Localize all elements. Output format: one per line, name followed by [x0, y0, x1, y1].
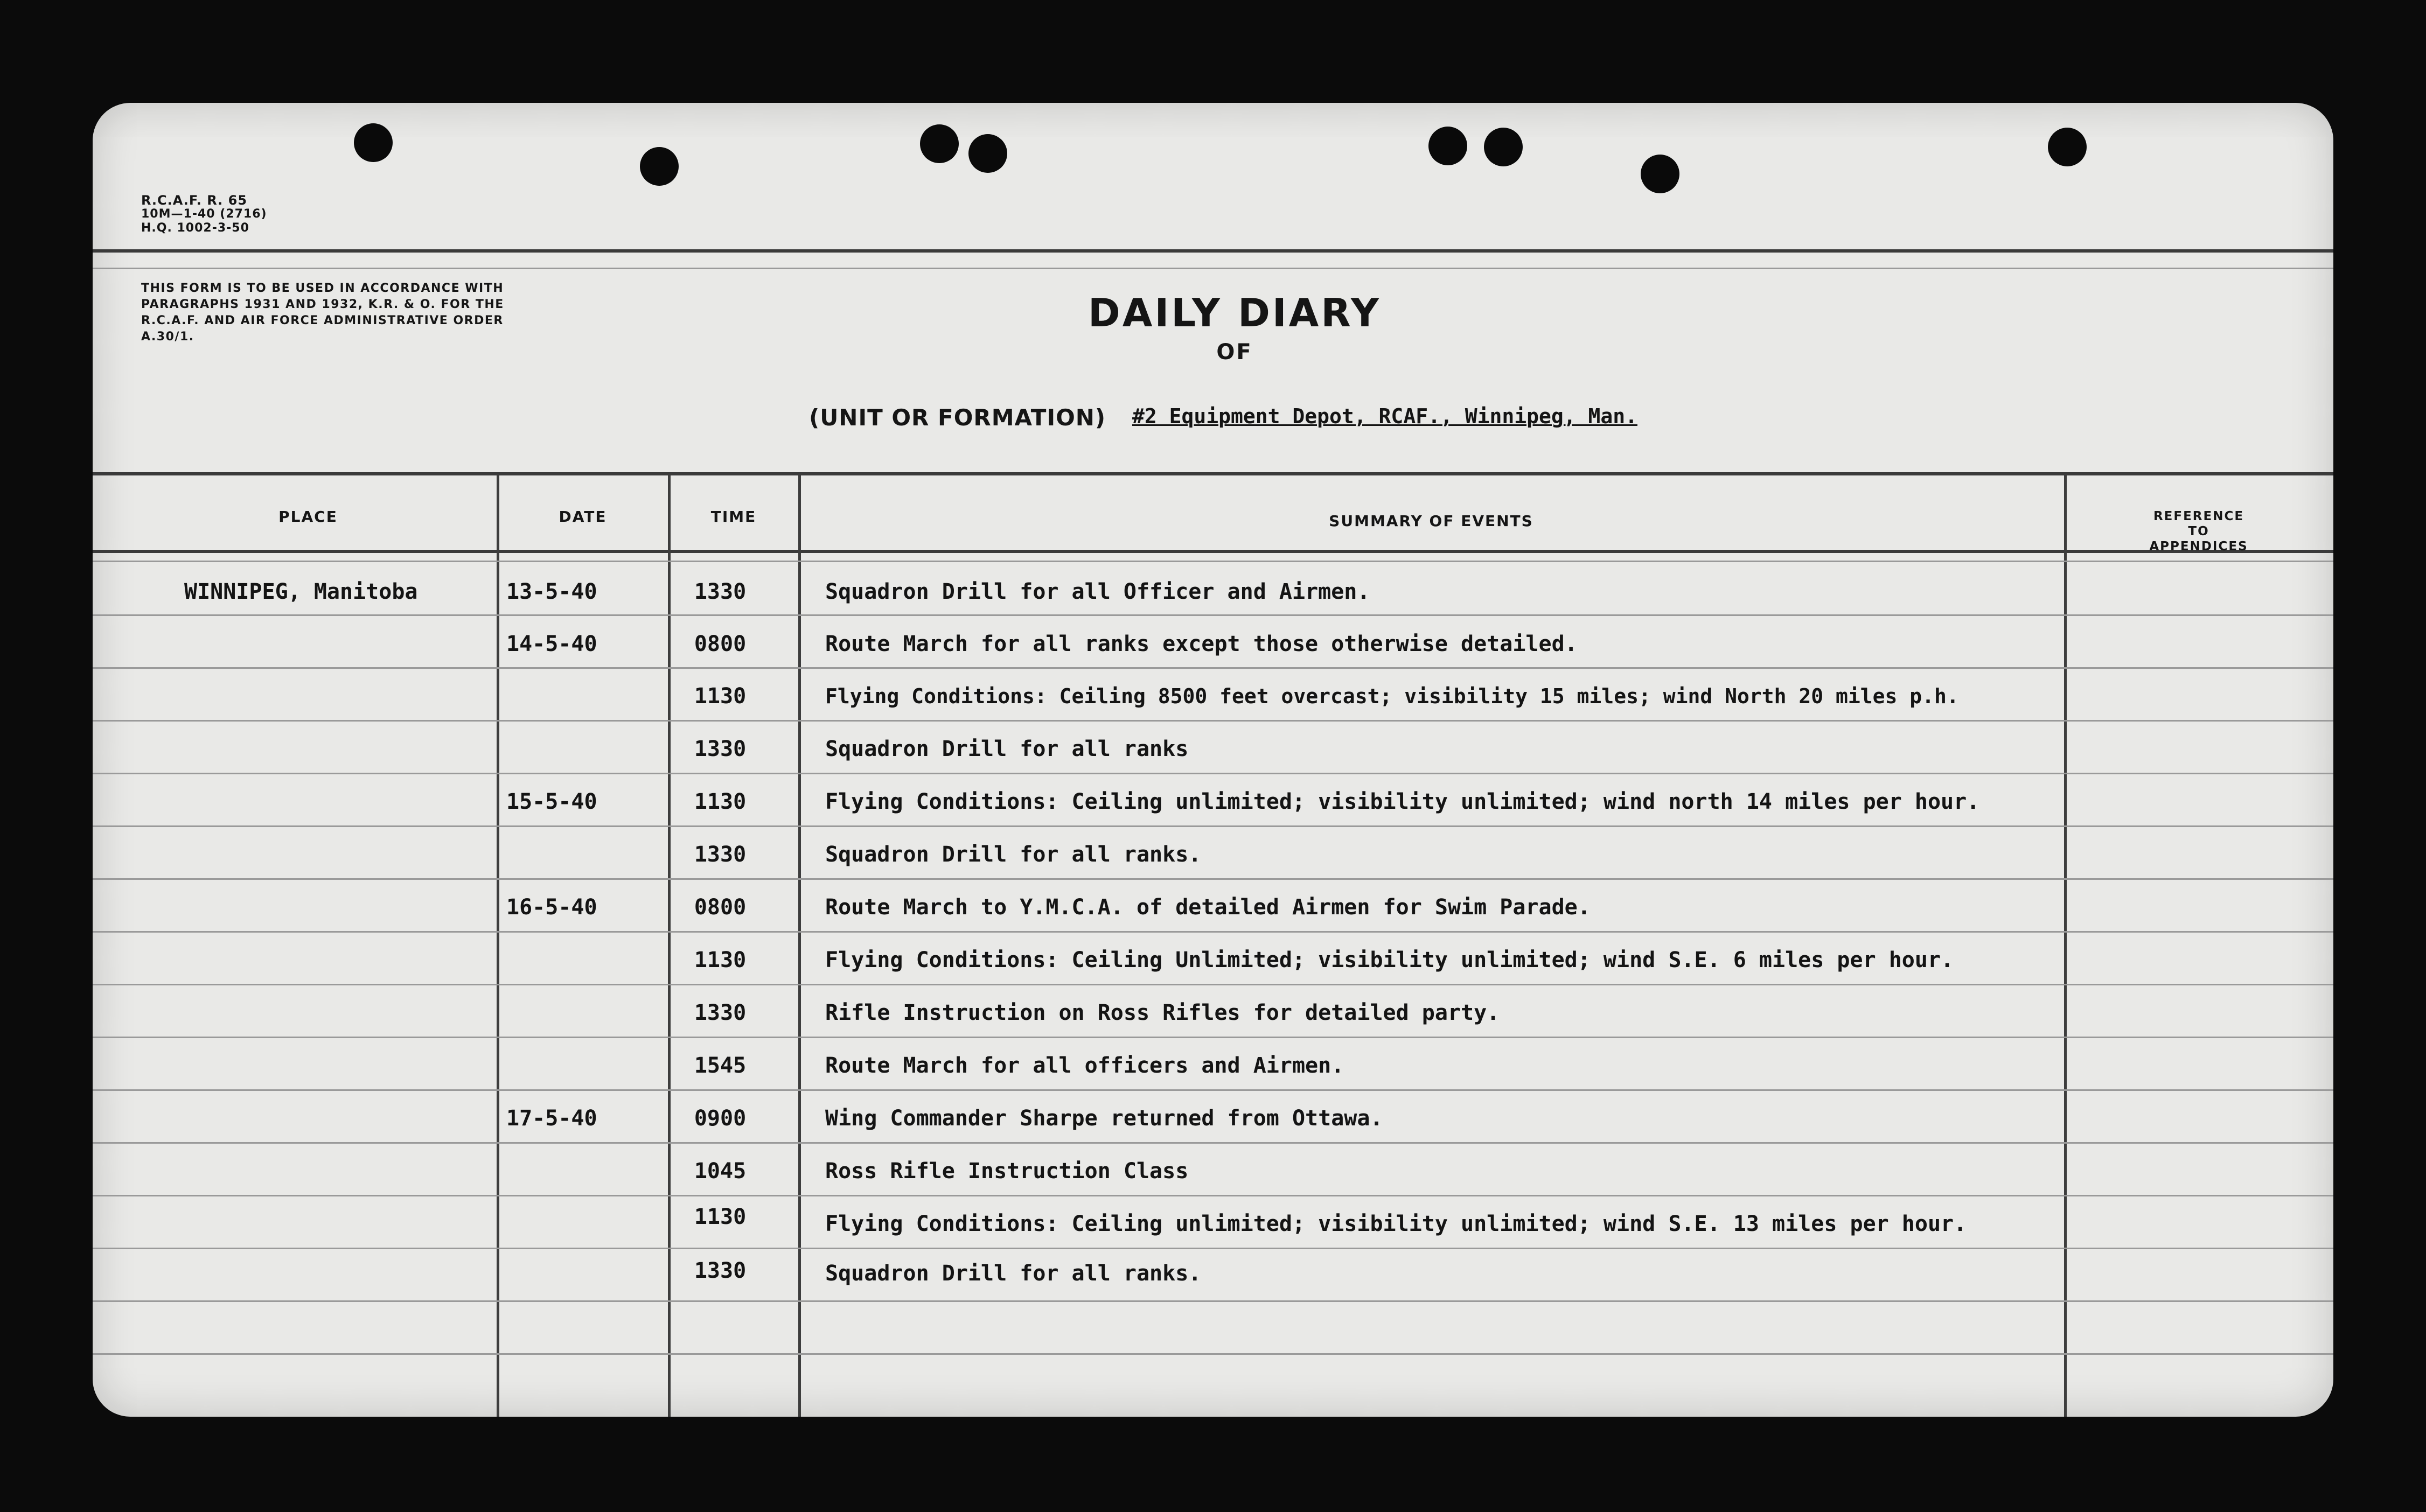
row-time: 1130 [694, 684, 747, 709]
row-time: 1130 [694, 1205, 747, 1229]
punch-hole [1641, 155, 1679, 193]
header-rule [93, 249, 2333, 253]
row-rule [93, 1248, 2333, 1249]
row-time: 1330 [694, 1000, 747, 1025]
row-summary: Flying Conditions: Ceiling unlimited; visibility unlimited; wind north 14 miles per hour. [825, 789, 1980, 814]
reference-header-line: APPENDICES [2149, 540, 2248, 554]
unit-value: #2 Equipment Depot, RCAF., Winnipeg, Man. [1132, 404, 1637, 428]
row-summary: Squadron Drill for all ranks. [825, 1261, 1202, 1286]
row-rule [93, 1089, 2333, 1091]
diary-form-sheet [93, 103, 2333, 1417]
row-time: 1330 [694, 579, 747, 604]
row-time: 1045 [694, 1159, 747, 1184]
row-time: 1330 [694, 842, 747, 867]
row-time: 0800 [694, 895, 747, 920]
row-summary: Flying Conditions: Ceiling unlimited; visibility unlimited; wind S.E. 13 miles per hour. [825, 1212, 1967, 1236]
form-instructions: THIS FORM IS TO BE USED IN ACCORDANCE WITH PARAGRAPHS 1931 AND 1932, K.R. & O. FOR THE R.C.A.F. AND AIR FORCE ADMINISTRATIVE ORDER A.30/1. [141, 282, 504, 344]
row-rule [93, 1300, 2333, 1302]
punch-hole [1428, 127, 1467, 165]
reference-header-line: TO [2188, 524, 2209, 538]
column-header-time: TIME [710, 508, 757, 526]
row-rule [93, 614, 2333, 616]
row-date: 15-5-40 [506, 789, 597, 814]
row-rule [93, 878, 2333, 880]
punch-hole [1484, 128, 1523, 166]
unit-label: (UNIT OR FORMATION) [809, 404, 1106, 431]
row-summary: Route March for all officers and Airmen. [825, 1053, 1344, 1078]
row-time: 1545 [694, 1053, 747, 1078]
row-summary: Route March for all ranks except those otherwise detailed. [825, 632, 1578, 656]
row-rule [93, 720, 2333, 722]
row-rule [93, 1353, 2333, 1355]
row-time: 1330 [694, 1258, 747, 1283]
row-summary: Squadron Drill for all Officer and Airmen. [825, 579, 1370, 604]
form-code-line: 10M—1-40 (2716) [141, 207, 267, 221]
row-rule [93, 1195, 2333, 1196]
row-rule [93, 561, 2333, 562]
row-rule [93, 1142, 2333, 1144]
row-summary: Flying Conditions: Ceiling Unlimited; visibility unlimited; wind S.E. 6 miles per hour. [825, 948, 1954, 972]
form-code-line: H.Q. 1002-3-50 [141, 221, 249, 235]
table-header-rule [93, 550, 2333, 553]
row-rule [93, 931, 2333, 933]
row-summary: Squadron Drill for all ranks. [825, 842, 1202, 867]
row-summary: Ross Rifle Instruction Class [825, 1159, 1189, 1184]
punch-hole [920, 124, 959, 163]
row-time: 0900 [694, 1106, 747, 1131]
punch-hole [968, 134, 1007, 173]
row-summary: Wing Commander Sharpe returned from Ottawa. [825, 1106, 1383, 1131]
row-rule [93, 825, 2333, 827]
row-date: 13-5-40 [506, 579, 597, 604]
column-header-place: PLACE [278, 508, 338, 526]
row-date: 14-5-40 [506, 632, 597, 656]
page-title: DAILY DIARY [1087, 290, 1382, 335]
row-date: 17-5-40 [506, 1106, 597, 1131]
row-summary: Route March to Y.M.C.A. of detailed Airmen for Swim Parade. [825, 895, 1591, 920]
punch-hole [354, 123, 393, 162]
column-header-summary: SUMMARY OF EVENTS [1329, 512, 1533, 530]
row-time: 1330 [694, 737, 747, 761]
row-rule [93, 773, 2333, 774]
column-header-date: DATE [559, 508, 607, 526]
row-place: WINNIPEG, Manitoba [184, 579, 418, 604]
table-top-rule [93, 472, 2333, 475]
form-code-line: R.C.A.F. R. 65 [141, 193, 248, 208]
reference-header-line: REFERENCE [2153, 509, 2244, 523]
punch-hole [2048, 128, 2087, 166]
row-summary: Rifle Instruction on Ross Rifles for detailed party. [825, 1000, 1500, 1025]
row-time: 0800 [694, 632, 747, 656]
header-rule-thin [93, 268, 2333, 269]
form-code [141, 193, 267, 235]
column-header-reference [2069, 509, 2328, 554]
row-rule [93, 1037, 2333, 1038]
row-summary: Flying Conditions: Ceiling 8500 feet overcast; visibility 15 miles; wind North 20 miles p.h. [825, 684, 1959, 708]
row-time: 1130 [694, 789, 747, 814]
row-rule [93, 667, 2333, 669]
row-time: 1130 [694, 948, 747, 972]
row-summary: Squadron Drill for all ranks [825, 737, 1189, 761]
punch-hole [640, 147, 679, 186]
title-of: OF [1216, 340, 1253, 365]
row-date: 16-5-40 [506, 895, 597, 920]
row-rule [93, 984, 2333, 985]
